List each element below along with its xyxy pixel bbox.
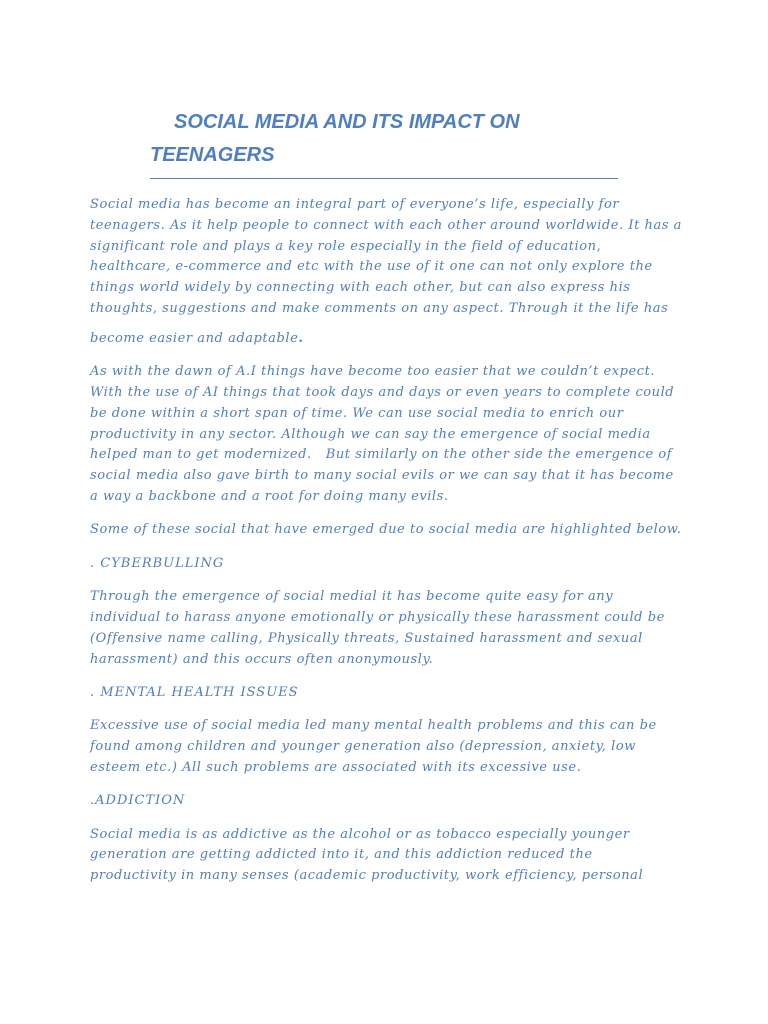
- document-title: [150, 106, 618, 179]
- paragraph-highlights: Some of these social that have emerged due to social media are highlighted below.: [90, 522, 682, 538]
- section-heading-mental-health: . MENTAL HEALTH ISSUES: [90, 684, 299, 700]
- paragraph-ai: As with the dawn of A.I things have become too easier that we couldn’t expect. With the use of AI things that took days and days or even years to complete could be done within a short span of time. We can use social media to enrich our productivity in any sector. Although we can say the emergence of social media helped man to get modernized. But similarly on the other side the emergence of social media also gave birth to many social evils or we can say that it has become a way a backbone and a root for doing many evils.: [90, 364, 679, 504]
- title-line-1: SOCIAL MEDIA AND ITS IMPACT ON: [174, 111, 520, 133]
- paragraph-intro-end-text: become easier and adaptable: [90, 330, 299, 346]
- title-line-2: TEENAGERS: [150, 144, 275, 166]
- paragraph-intro-period: .: [298, 330, 304, 346]
- paragraph-intro: [90, 195, 687, 350]
- paragraph-cyberbulling: Through the emergence of social medial it has become quite easy for any individual to harass anyone emotionally or physically these harassment could be (Offensive name calling, Physically threats, Sustained harassment and sexual harassment) and this occurs often anonymously.: [90, 589, 670, 667]
- paragraph-mental-health: Excessive use of social media led many mental health problems and this can be found among children and younger generation also (depression, anxiety, low esteem etc.) All such problems are associated with its excessive use.: [90, 718, 662, 775]
- section-heading-addiction: .ADDICTION: [90, 793, 186, 809]
- document-body: [90, 195, 687, 900]
- paragraph-intro-text: Social media has become an integral part of everyone’s life, especially for teenagers. As it help people to connect with each other around worldwide. It has a significant role and plays a key role especially in the field of education, healthcare, e-commerce and etc with the use of it one can not only explore the things world widely by connecting with each other, but can also express his thoughts, suggestions and make comments on any aspect. Through it the life has: [90, 197, 687, 316]
- paragraph-addiction: Social media is as addictive as the alcohol or as tobacco especially younger generation are getting addicted into it, and this addiction reduced the productivity in many senses (academic productivity, work efficiency, personal: [90, 826, 644, 884]
- section-heading-cyberbulling: . CYBERBULLING: [90, 555, 225, 571]
- paragraph-intro-ending: [90, 329, 682, 350]
